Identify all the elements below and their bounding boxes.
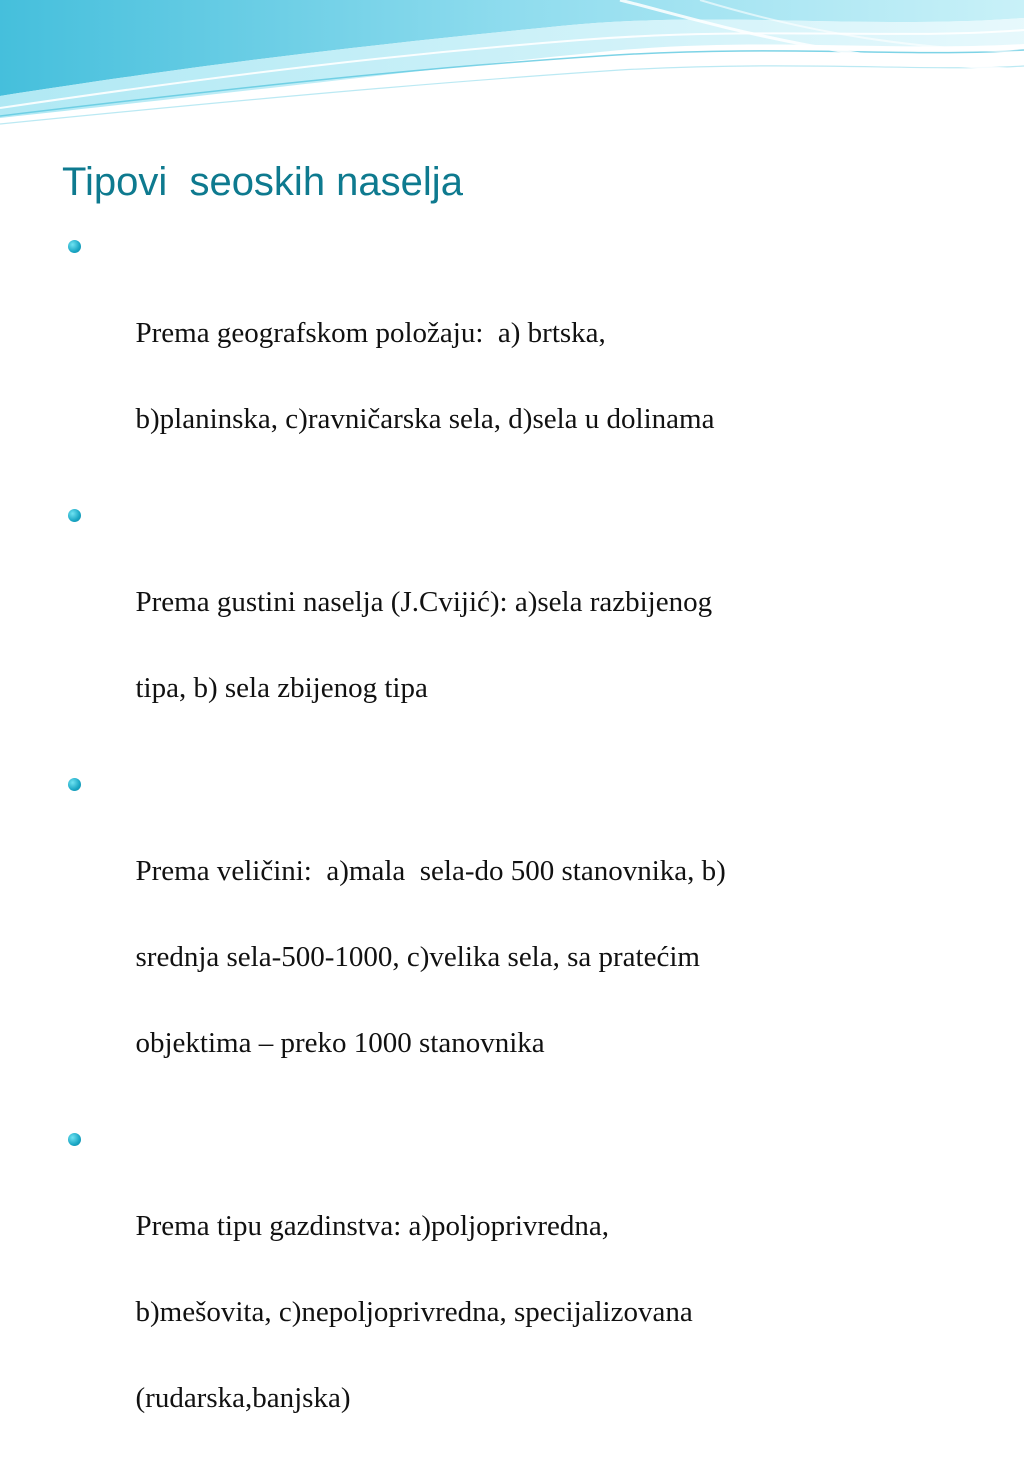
bullet-list: [62, 226, 992, 1474]
bullet-text-line: srednja sela-500-1000, c)velika sela, sa pratećim: [135, 941, 700, 973]
bullet-text-line: tipa, b) sela zbijenog tipa: [135, 672, 428, 704]
bullet-item-size: [62, 764, 992, 1108]
bullet-item-location: [62, 226, 992, 484]
bullet-dot-icon: [68, 509, 81, 522]
bullet-item-economy: [62, 1119, 992, 1463]
bullet-text-line: Prema geografskom položaju: a) brtska,: [135, 317, 606, 349]
bullet-text-line: b)planinska, c)ravničarska sela, d)sela u dolinama: [135, 403, 715, 435]
bullet-dot-icon: [68, 778, 81, 791]
wave-header-decoration: [0, 0, 1024, 140]
bullet-text-line: Prema veličini: a)mala sela-do 500 stanovnika, b): [135, 855, 726, 887]
bullet-item-density: [62, 495, 992, 753]
bullet-text-line: objektima – preko 1000 stanovnika: [135, 1027, 545, 1059]
bullet-text-line: Prema tipu gazdinstva: a)poljoprivredna,: [135, 1210, 610, 1242]
bullet-dot-icon: [68, 240, 81, 253]
bullet-dot-icon: [68, 1133, 81, 1146]
bullet-text-line: (rudarska,banjska): [135, 1382, 351, 1414]
bullet-text-line: Prema gustini naselja (J.Cvijić): a)sela razbijenog: [135, 586, 713, 618]
bullet-text-line: b)mešovita, c)nepoljoprivredna, specijalizovana: [135, 1296, 693, 1328]
slide-title: Tipovi seoskih naselja: [62, 160, 463, 204]
